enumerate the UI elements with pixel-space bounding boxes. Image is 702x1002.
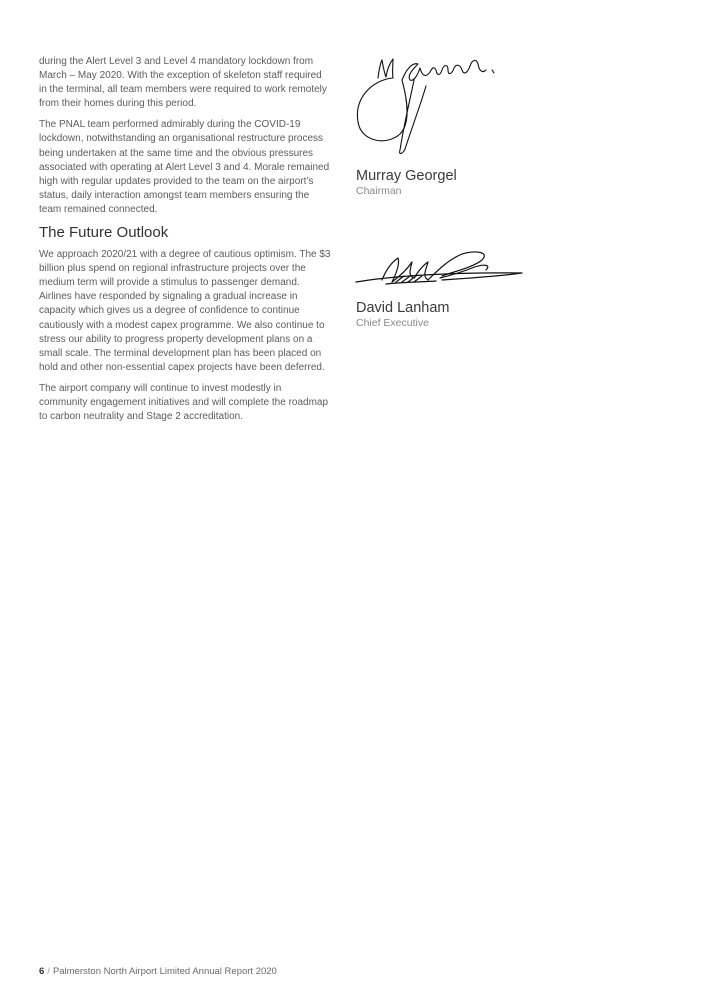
section-heading-future-outlook: The Future Outlook (39, 224, 169, 242)
body-paragraph-3: We approach 2020/21 with a degree of cautious optimism. The $3 billion plus spend on regional infrastructure projects over the medium term will provide a stimulus to passenger demand. Airlines have responded by signaling a gradual increase in capacity which gives us a degree of confidence to continue cautiously with a modest capex programme. We also continue to stress our ability to progress property development plans on a small scale. The terminal development plan has been placed on hold and other non-essential capex projects have been deferred. (39, 249, 331, 373)
signatory-title: Chief Executive (356, 317, 429, 329)
report-title: Palmerston North Airport Limited Annual Report 2020 (52, 966, 277, 977)
footer-separator: / (47, 966, 50, 977)
signatory-name: David Lanham (356, 300, 450, 316)
page-number: 6 (39, 966, 45, 977)
signature-murray-georgel (352, 50, 502, 160)
body-paragraph-2: The PNAL team performed admirably during the COVID-19 lockdown, notwithstanding an organisational restructure process being undertaken at the same time and the obvious pressures associated with operating at Alert Level 3 and 4. Morale remained high with regular updates provided to the team on the airport’s status, daily interaction amongst team members ensuring the team remained connected. (39, 119, 330, 215)
body-paragraph-4: The airport company will continue to invest modestly in community engagement initiatives and will complete the roadmap to carbon neutrality and Stage 2 accreditation. (39, 382, 329, 423)
signatory-title: Chairman (356, 185, 402, 197)
signatory-chairman (356, 168, 556, 198)
main-text-column (39, 55, 331, 431)
signatory-name: Murray Georgel (356, 168, 457, 184)
body-paragraph-1: during the Alert Level 3 and Level 4 mandatory lockdown from March – May 2020. With the exception of skeleton staff required in the terminal, all team members were required to work remotely from their homes during this period. (39, 56, 327, 110)
signatory-chief-executive (356, 300, 556, 330)
page-footer (39, 966, 277, 977)
signature-david-lanham (352, 246, 532, 292)
